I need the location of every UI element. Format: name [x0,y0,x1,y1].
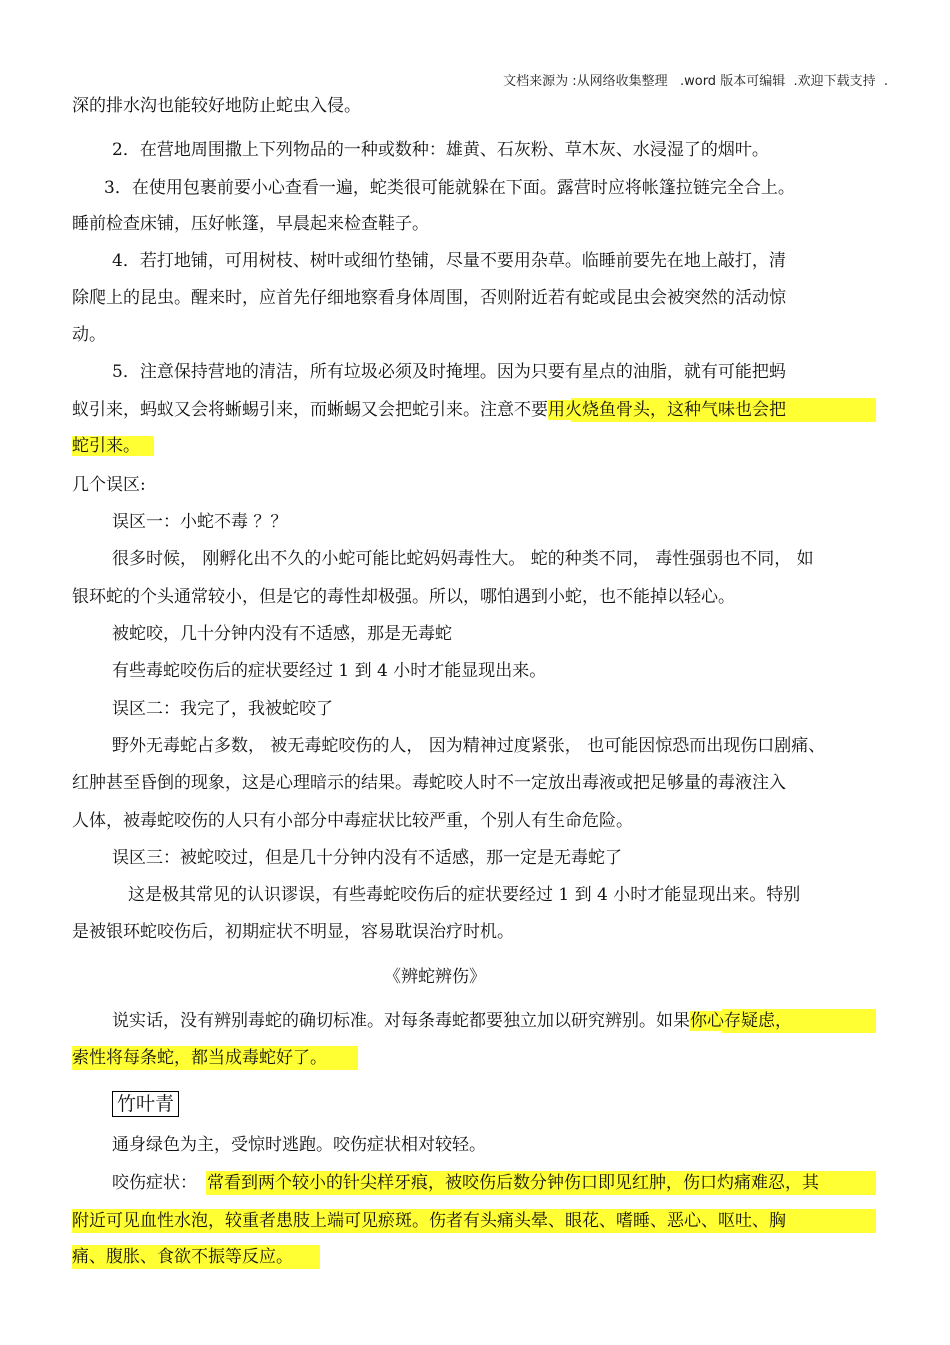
page-header-source-note: 文档来源为 :从网络收集整理 .word 版本可编辑 .欢迎下载支持 . [503,74,888,89]
symptom-line-1 [112,1171,819,1195]
myth-1-para-line-1: 很多时候， 刚孵化出不久的小蛇可能比蛇妈妈毒性大。 蛇的种类不同， 毒性强弱也不同， 如 [112,549,814,569]
myth-1-title: 误区一：小蛇不毒 ？？ [112,512,288,532]
myth-1-para-line-2: 银环蛇的个头通常较小，但是它的毒性却极强。所以，哪怕遇到小蛇，也不能掉以轻心。 [72,587,735,607]
tip-5-line-1: 5．注意保持营地的清洁，所有垃圾必须及时掩埋。因为只要有星点的油脂，就有可能把蚂 [112,362,786,382]
section-para-line-2: 索性将每条蛇，都当成毒蛇好了。 [72,1048,327,1068]
tip-4-line-2: 除爬上的昆虫。醒来时，应首先仔细地察看身体周围，否则附近若有蛇或昆虫会被突然的活动惊 [72,288,786,308]
tip-5-line-2 [72,398,786,422]
myth-3-line-1: 这是极其常见的认识谬误，有些毒蛇咬伤后的症状要经过 1 到 4 小时才能显现出来。特别 [128,885,801,905]
snake-name: 竹叶青 [112,1091,179,1117]
symptom-label: 咬伤症状： [112,1173,197,1193]
tip-5-highlight-end: 蛇引来。 [72,436,154,456]
intro-paragraph-end: 深的排水沟也能较好地防止蛇虫入侵。 [72,96,361,116]
tip-3-line-2: 睡前检查床铺，压好帐篷，早晨起来检查鞋子。 [72,214,429,234]
myth-3-title: 误区三：被蛇咬过，但是几十分钟内没有不适感，那一定是无毒蛇了 [112,848,622,868]
tip-3-line-1: 3．在使用包裹前要小心查看一遍，蛇类很可能就躲在下面。露营时应将帐篷拉链完全合上。 [104,178,795,198]
myth-2-title: 误区二：我完了，我被蛇咬了 [112,699,333,719]
myth-1-para-2: 被蛇咬，几十分钟内没有不适感，那是无毒蛇 [112,624,452,644]
symptom-line-3: 痛、腹胀、食欲不振等反应。 [72,1247,293,1267]
tip-5-highlight: 用火烧鱼骨头，这种气味也会把 [548,400,786,420]
tip-5-line-3 [72,434,154,458]
tip-4-line-3: 动。 [72,325,106,345]
section-para-highlight: 你心存疑虑， [690,1011,792,1031]
myth-3-line-2: 是被银环蛇咬伤后，初期症状不明显，容易耽误治疗时机。 [72,922,514,942]
myth-2-line-2: 红肿甚至昏倒的现象，这是心理暗示的结果。毒蛇咬人时不一定放出毒液或把足够量的毒液注入 [72,773,786,793]
snake-description: 通身绿色为主，受惊时逃跑。咬伤症状相对较轻。 [112,1135,486,1155]
myths-heading: 几个误区: [72,475,146,495]
myth-1-para-3: 有些毒蛇咬伤后的症状要经过 1 到 4 小时才能显现出来。 [112,661,547,681]
snake-name-box [112,1090,179,1119]
tip-2: 2．在营地周围撒上下列物品的一种或数种：雄黄、石灰粉、草木灰、水浸湿了的烟叶。 [112,140,769,160]
tip-5-line-2-text: 蚁引来，蚂蚁又会将蜥蜴引来，而蜥蜴又会把蛇引来。注意不要 [72,400,548,420]
myth-2-line-1: 野外无毒蛇占多数， 被无毒蛇咬伤的人， 因为精神过度紧张， 也可能因惊恐而出现伤口剧痛、 [112,736,826,756]
symptom-line-2: 附近可见血性水泡，较重者患肢上端可见瘀斑。伤者有头痛头晕、眼花、嗜睡、恶心、呕吐、胸 [72,1211,786,1231]
section-para-text: 说实话，没有辨别毒蛇的确切标准。对每条毒蛇都要独立加以研究辨别。如果 [112,1011,690,1031]
tip-4-line-1: 4．若打地铺，可用树枝、树叶或细竹垫铺，尽量不要用杂草。临睡前要先在地上敲打，清 [112,251,786,271]
myth-2-line-3: 人体，被毒蛇咬伤的人只有小部分中毒症状比较严重，个别人有生命危险。 [72,811,633,831]
symptom-text-1: 常看到两个较小的针尖样牙痕，被咬伤后数分钟伤口即见红肿，伤口灼痛难忍，其 [207,1173,819,1193]
section-para-line-1 [112,1009,792,1033]
section-title: 《辨蛇辨伤》 [384,967,486,987]
